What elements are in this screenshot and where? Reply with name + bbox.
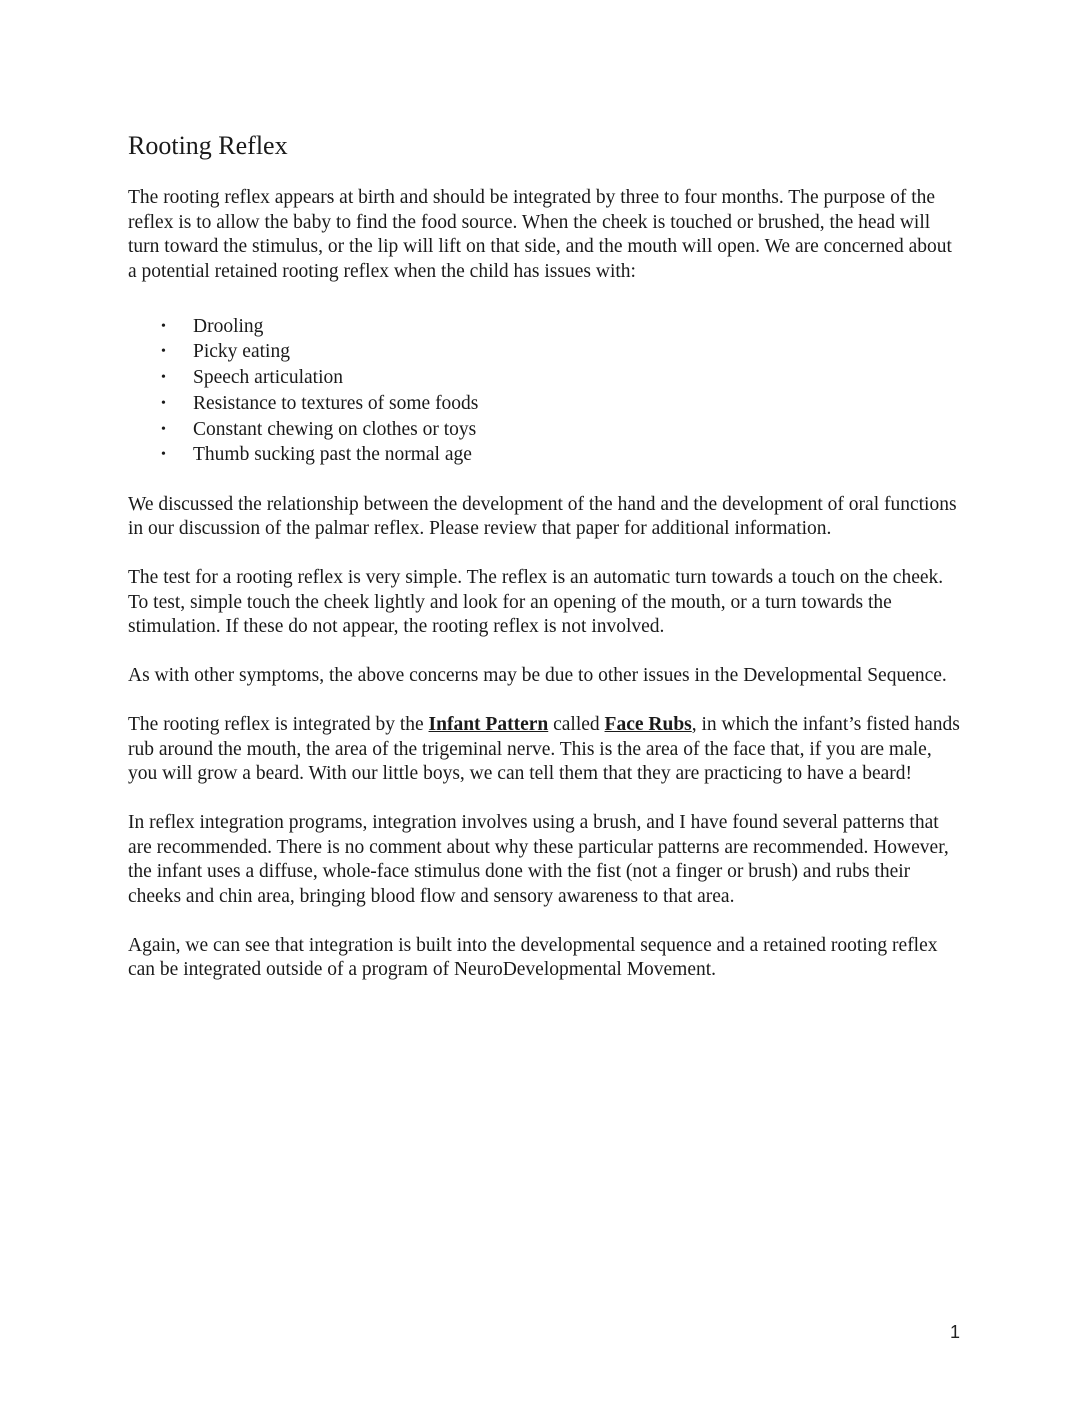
- list-item-text: Drooling: [193, 315, 264, 337]
- bullet-icon: •: [161, 370, 166, 386]
- list-item-text: Speech articulation: [193, 367, 343, 389]
- bullet-icon: •: [161, 344, 166, 360]
- bullet-icon: •: [161, 447, 166, 463]
- symptom-list: [128, 314, 964, 469]
- list-item-text: Resistance to textures of some foods: [193, 392, 479, 414]
- test-paragraph: The test for a rooting reflex is very simple. The reflex is an automatic turn towards a touch on the cheek. To test, simple touch the cheek lightly and look for an opening of the mouth, or a turn towards the stimulation. If these do not appear, the rooting reflex is not involved.: [128, 567, 944, 638]
- list-item: [128, 365, 964, 391]
- list-item-text: Thumb sucking past the normal age: [193, 444, 472, 466]
- page-number: 1: [949, 1322, 960, 1342]
- palmar-paragraph: We discussed the relationship between the development of the hand and the development of oral functions in our discussion of the palmar reflex. Please review that paper for additional information.: [128, 493, 957, 540]
- symptoms-paragraph: As with other symptoms, the above concerns may be due to other issues in the Developmental Sequence.: [128, 665, 947, 687]
- bullet-icon: •: [161, 395, 166, 411]
- list-item: [128, 339, 964, 365]
- conclusion-paragraph: Again, we can see that integration is built into the developmental sequence and a retained rooting reflex can be integrated outside of a program of NeuroDevelopmental Movement.: [128, 934, 938, 981]
- list-item-text: Constant chewing on clothes or toys: [193, 418, 477, 440]
- infant-pattern-term: Infant Pattern: [428, 714, 549, 736]
- integration-text-middle: called: [548, 714, 605, 736]
- face-rubs-term: Face Rubs: [604, 714, 692, 736]
- list-item-text: Picky eating: [193, 341, 290, 363]
- integration-paragraph: [128, 713, 964, 787]
- programs-paragraph: In reflex integration programs, integration involves using a brush, and I have found several patterns that are recommended. There is no comment about why these particular patterns are recommended. However, the infant uses a diffuse, whole-face stimulus done with the fist (not a finger or brush) and rubs their cheeks and chin area, bringing blood flow and sensory awareness to that area.: [128, 812, 949, 907]
- page-title: Rooting Reflex: [128, 131, 288, 160]
- integration-text-start: The rooting reflex is integrated by the: [128, 714, 429, 736]
- list-item: [128, 417, 964, 443]
- integration-text-end: , in which the infant’s fisted hands rub around the mouth, the area of the trigeminal nerve. This is the area of the face that, if you are male, you will grow a beard. With our little boys, we can tell them that they are practicing to have a beard!: [128, 714, 960, 785]
- list-item: [128, 391, 964, 417]
- list-item: [128, 314, 964, 340]
- intro-paragraph: The rooting reflex appears at birth and should be integrated by three to four months. The purpose of the reflex is to allow the baby to find the food source. When the cheek is touched or brushed, the head will turn toward the stimulus, or the lip will lift on that side, and the mouth will open. We are concerned about a potential retained rooting reflex when the child has issues with:: [128, 187, 952, 282]
- bullet-icon: •: [161, 318, 166, 334]
- bullet-icon: •: [161, 421, 166, 437]
- document-body: [128, 186, 964, 1007]
- list-item: [128, 442, 964, 468]
